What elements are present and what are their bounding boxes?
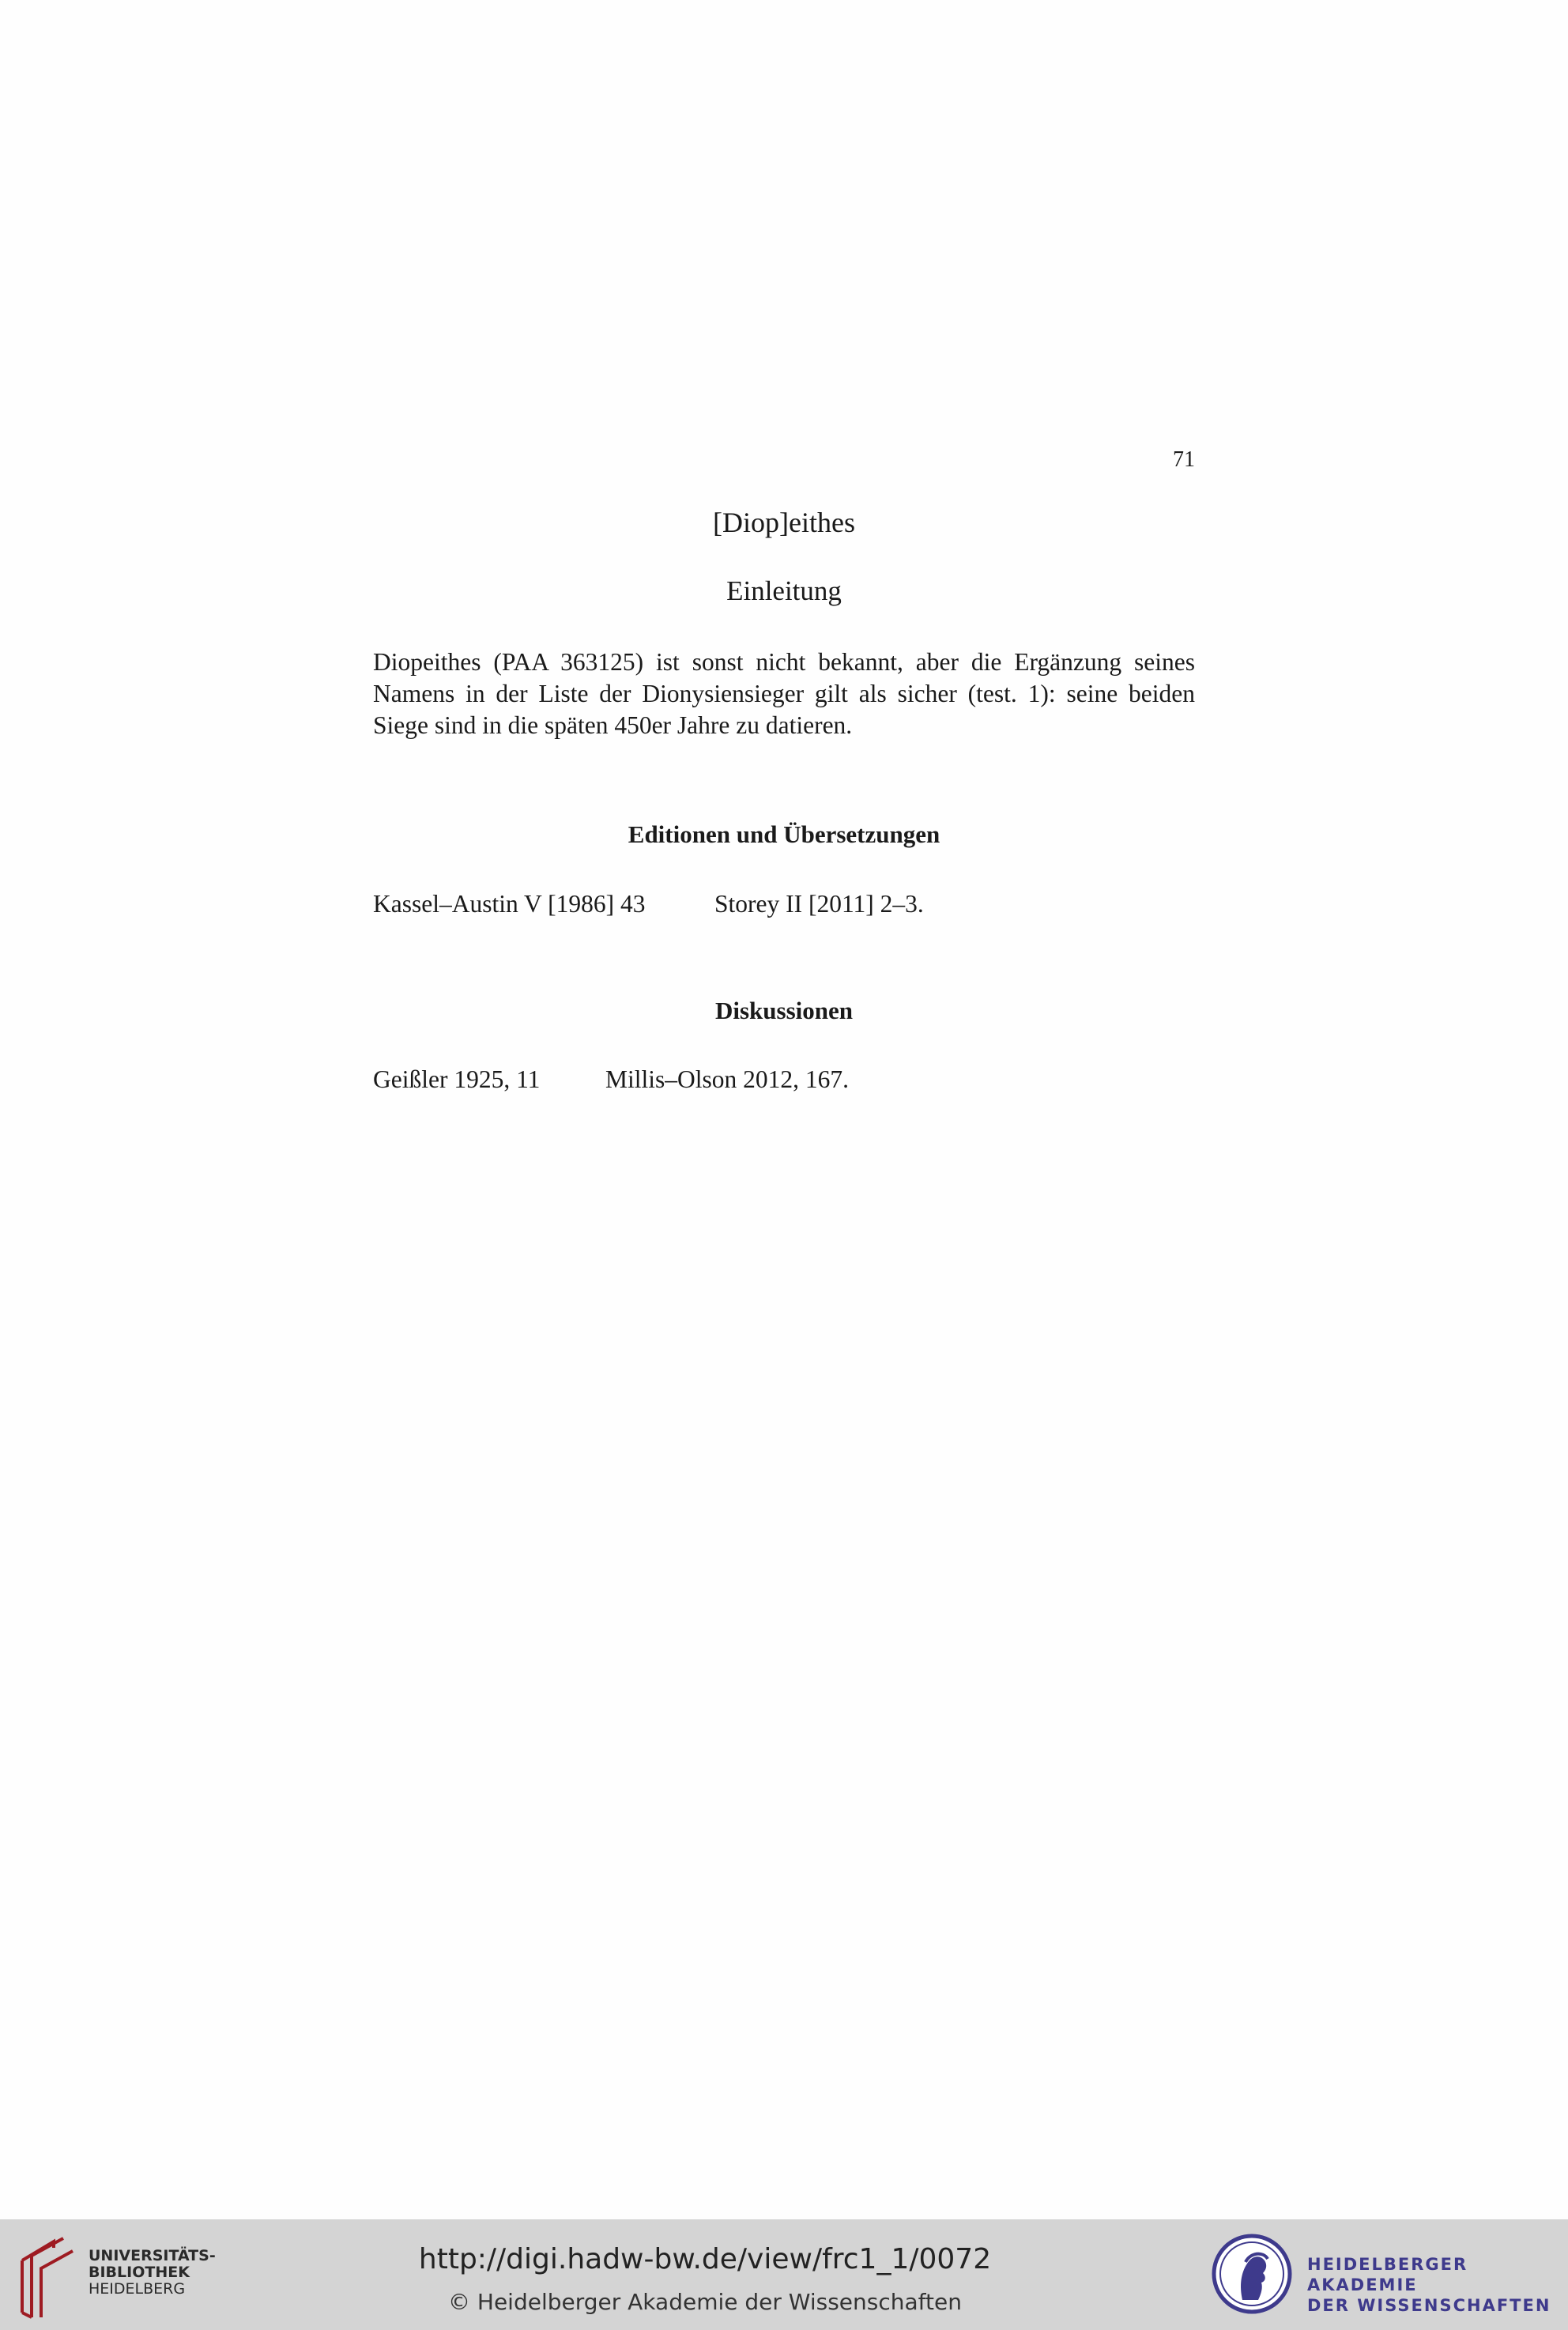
footer-bar (0, 2219, 1568, 2330)
page-title: [Diop]eithes (713, 507, 855, 538)
intro-line: Siege sind in die späten 450er Jahre zu datieren. (373, 711, 853, 739)
edition-item: Storey II [2011] 2–3. (714, 890, 924, 918)
footer-url-link[interactable]: http://digi.hadw-bw.de/view/frc1_1/0072 (418, 2243, 992, 2275)
university-library-name: UNIVERSITÄTS- BIBLIOTHEK HEIDELBERG (89, 2247, 216, 2298)
intro-paragraph (373, 647, 1195, 741)
intro-line: Namens in der Liste der Dionysiensieger gilt als sicher (test. 1): seine beiden (373, 680, 1195, 707)
discussion-item: Geißler 1925, 11 (373, 1065, 541, 1093)
page-number: 71 (1173, 447, 1195, 472)
edition-item: Kassel–Austin V [1986] 43 (373, 890, 646, 918)
academy-name: HEIDELBERGER AKADEMIE DER WISSENSCHAFTEN (1307, 2255, 1551, 2315)
footer-copyright: © Heidelberger Akademie der Wissenschaften (447, 2289, 962, 2315)
discussion-item: Millis–Olson 2012, 167. (605, 1065, 850, 1093)
section-heading-einleitung: Einleitung (726, 575, 842, 606)
intro-line: Diopeithes (PAA 363125) ist sonst nicht bekannt, aber die Ergänzung seines (373, 648, 1195, 676)
discussions-heading: Diskussionen (714, 997, 854, 1024)
academy-seal-icon[interactable] (1211, 2230, 1293, 2317)
editions-heading: Editionen und Übersetzungen (628, 820, 940, 848)
